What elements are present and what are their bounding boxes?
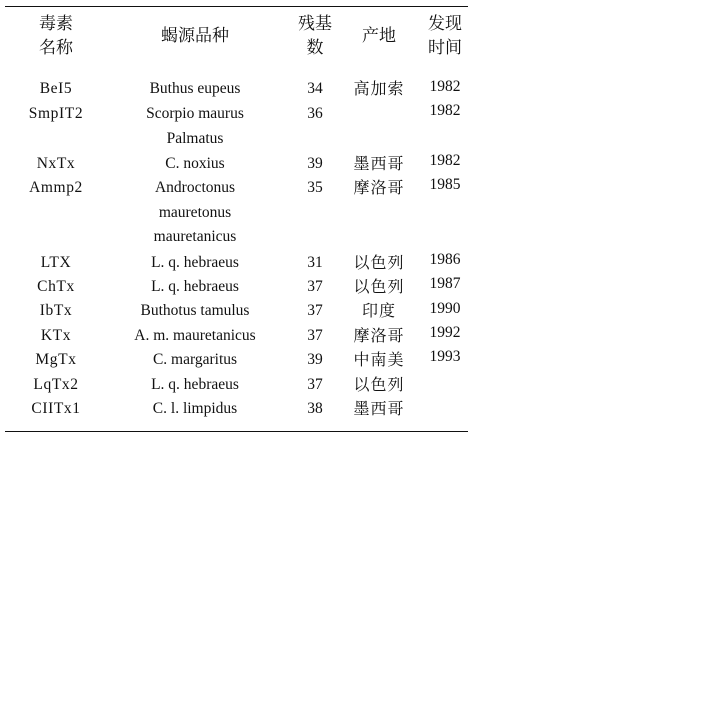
cell-residues: 37 xyxy=(307,278,323,295)
cell-species-cont: Palmatus xyxy=(166,130,224,147)
cell-species: C. l. limpidus xyxy=(152,400,238,417)
cell-toxin-name: LTX xyxy=(40,254,72,271)
cell-toxin-name: CIITx1 xyxy=(31,400,81,417)
header-residue-count xyxy=(298,12,332,60)
cell-species: L. q. hebraeus xyxy=(151,278,239,295)
cell-year: 1990 xyxy=(429,300,461,317)
header-scorpion-species xyxy=(161,24,229,48)
cell-residues: 36 xyxy=(307,105,323,122)
cell-origin: 以色列 xyxy=(353,277,405,296)
cell-toxin-name: BeI5 xyxy=(39,80,73,97)
header-toxin-name-line1: 毒素 xyxy=(39,14,73,34)
cell-species: A. m. mauretanicus xyxy=(134,327,256,344)
cell-species: C. margaritus xyxy=(152,351,238,368)
cell-residues: 31 xyxy=(307,254,323,271)
header-discovery-year xyxy=(428,12,462,60)
cell-origin: 墨西哥 xyxy=(353,154,405,173)
cell-toxin-name: Ammp2 xyxy=(29,179,83,196)
cell-species: Androctonus xyxy=(154,179,236,196)
header-origin xyxy=(362,24,396,48)
cell-origin: 中南美 xyxy=(353,350,405,369)
header-residue-count-line1: 残基 xyxy=(298,14,332,34)
cell-origin: 摩洛哥 xyxy=(353,326,405,345)
cell-residues: 34 xyxy=(307,80,323,97)
cell-year: 1992 xyxy=(429,324,461,341)
header-discovery-year-line1: 发现 xyxy=(428,14,462,34)
cell-year: 1987 xyxy=(429,275,461,292)
cell-year: 1986 xyxy=(429,251,461,268)
cell-toxin-name: NxTx xyxy=(36,155,76,172)
cell-residues: 38 xyxy=(307,400,323,417)
cell-species: Scorpio maurus xyxy=(146,105,244,122)
cell-residues: 35 xyxy=(307,179,323,196)
header-toxin-name xyxy=(39,12,73,60)
header-scorpion-species-line1: 蝎源品种 xyxy=(161,26,229,46)
header-discovery-year-line2: 时间 xyxy=(428,38,462,58)
cell-origin: 墨西哥 xyxy=(353,399,405,418)
cell-year: 1982 xyxy=(429,102,461,119)
cell-toxin-name: LqTx2 xyxy=(33,376,79,393)
cell-species: Buthus eupeus xyxy=(149,80,241,97)
cell-species: L. q. hebraeus xyxy=(151,254,239,271)
cell-origin: 摩洛哥 xyxy=(353,178,405,197)
cell-toxin-name: MgTx xyxy=(35,351,77,368)
cell-origin: 高加索 xyxy=(353,79,405,98)
cell-toxin-name: KTx xyxy=(40,327,72,344)
cell-residues: 37 xyxy=(307,302,323,319)
cell-species: L. q. hebraeus xyxy=(151,376,239,393)
cell-year: 1993 xyxy=(429,348,461,365)
cell-species: C. noxius xyxy=(165,155,225,172)
cell-year: 1985 xyxy=(429,176,461,193)
cell-year: 1982 xyxy=(429,78,461,95)
cell-residues: 39 xyxy=(307,351,323,368)
cell-year: 1982 xyxy=(429,152,461,169)
cell-origin: 印度 xyxy=(361,301,397,320)
cell-residues: 37 xyxy=(307,376,323,393)
cell-species: Buthotus tamulus xyxy=(140,302,250,319)
cell-species-cont: mauretanicus xyxy=(153,228,237,245)
cell-species-cont: mauretonus xyxy=(158,204,232,221)
cell-origin: 以色列 xyxy=(353,253,405,272)
header-origin-line1: 产地 xyxy=(362,26,396,46)
toxin-table xyxy=(5,6,468,432)
cell-toxin-name: SmpIT2 xyxy=(28,105,84,122)
header-toxin-name-line2: 名称 xyxy=(39,38,73,58)
cell-residues: 37 xyxy=(307,327,323,344)
cell-toxin-name: ChTx xyxy=(37,278,75,295)
cell-residues: 39 xyxy=(307,155,323,172)
header-residue-count-line2: 数 xyxy=(306,38,324,58)
cell-origin: 以色列 xyxy=(353,375,405,394)
cell-toxin-name: IbTx xyxy=(39,302,73,319)
